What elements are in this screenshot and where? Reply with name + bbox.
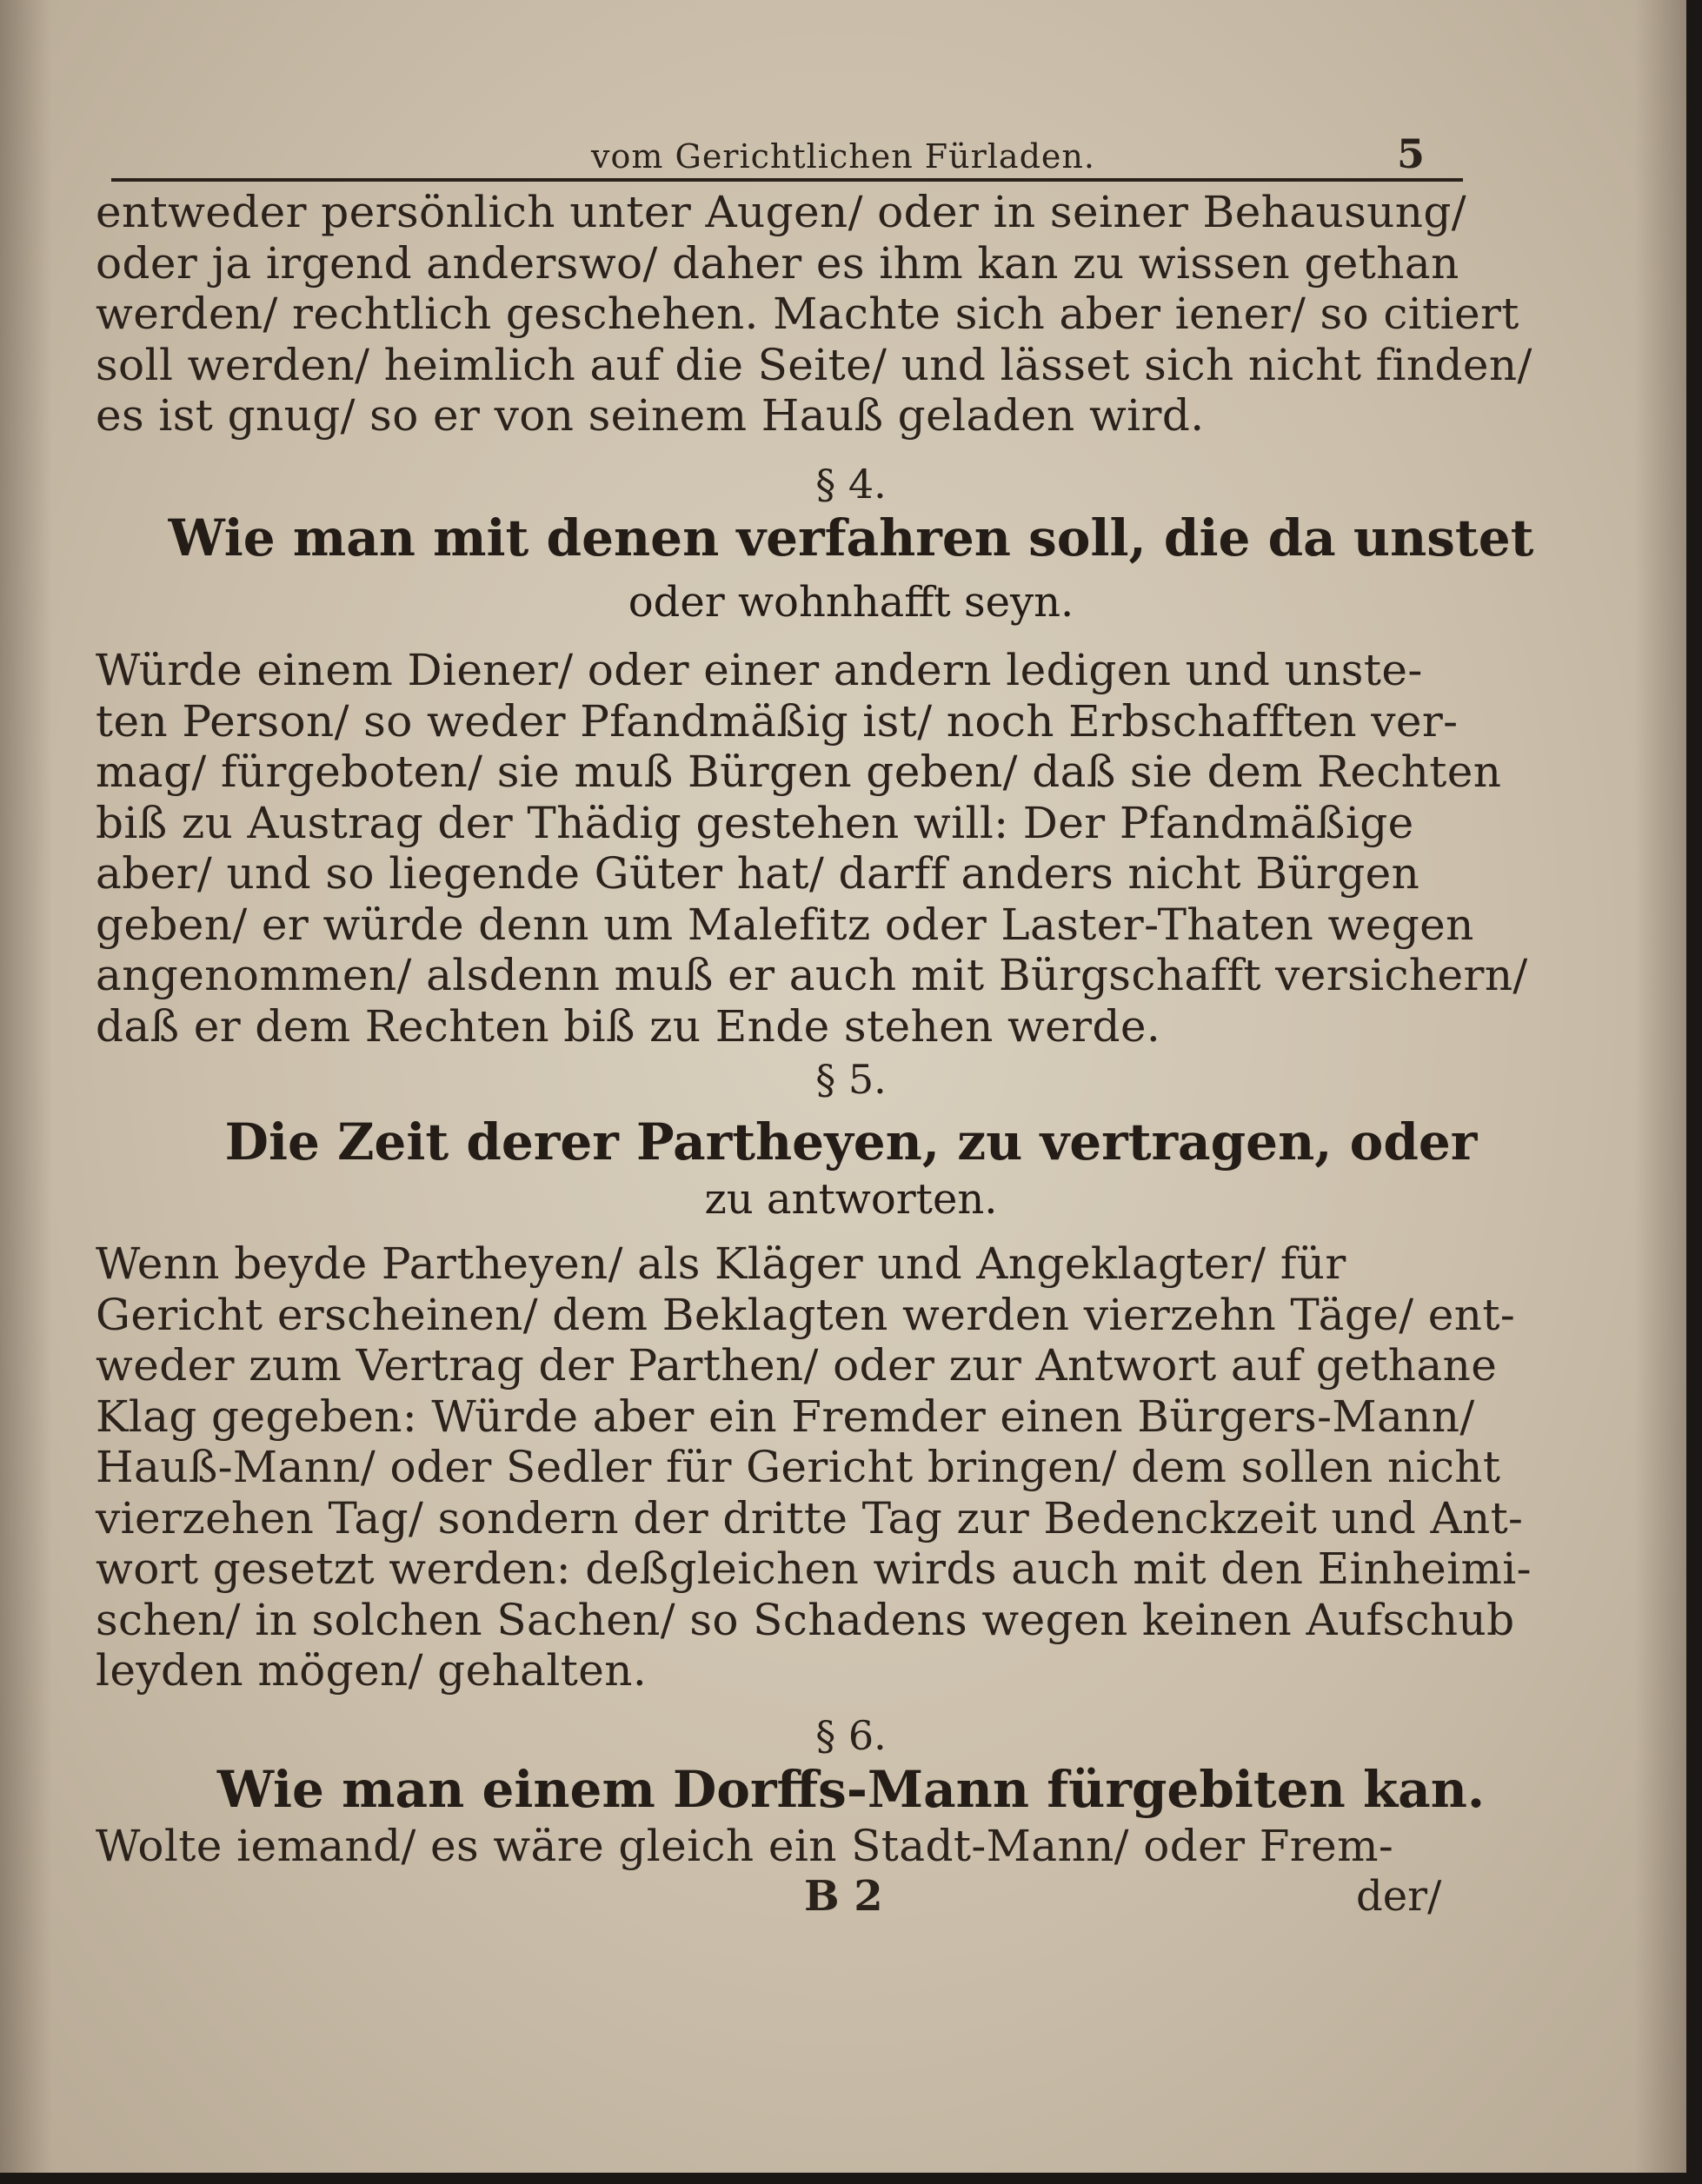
text-line: biß zu Austrag der Thädig gestehen will: Der Pfandmäßige	[96, 797, 1414, 848]
text-line: geben/ er würde denn um Malefitz oder Laster-Thaten wegen	[96, 899, 1474, 950]
section-heading: Wie man mit denen verfahren soll, die da unstet	[168, 508, 1534, 568]
text-line: oder ja irgend anderswo/ daher es ihm kan zu wissen gethan	[96, 237, 1459, 289]
section-paragraph	[96, 645, 1528, 1052]
signature-mark: B 2	[804, 1872, 883, 1921]
text-line: Wolte iemand/ es wäre gleich ein Stadt-Mann/ oder Frem-	[96, 1821, 1394, 1871]
text-line: Hauß-Mann/ oder Sedler für Gericht bringen/ dem sollen nicht	[96, 1442, 1501, 1492]
section-heading: Wie man einem Dorffs-Mann fürgebiten kan.	[216, 1760, 1486, 1819]
section-subheading: oder wohnhafft seyn.	[628, 578, 1074, 627]
text-line: Wenn beyde Partheyen/ als Kläger und Angeklagter/ für	[96, 1238, 1346, 1289]
text-line: aber/ und so liegende Güter hat/ darff anders nicht Bürgen	[96, 848, 1420, 899]
section-paragraph	[96, 1238, 1532, 1696]
text-line: Klag gegeben: Würde aber ein Fremder einen Bürgers-Mann/	[96, 1391, 1475, 1442]
text-line: wort gesetzt werden: deßgleichen wirds auch mit den Einheimi-	[96, 1543, 1532, 1594]
intro-paragraph	[96, 187, 1532, 441]
text-line: soll werden/ heimlich auf die Seite/ und lässet sich nicht finden/	[96, 339, 1532, 390]
text-line: ten Person/ so weder Pfandmäßig ist/ noch Erbschafften ver-	[96, 695, 1459, 747]
text-line: es ist gnug/ so er von seinem Hauß geladen wird.	[96, 390, 1205, 441]
text-line: werden/ rechtlich geschehen. Machte sich aber iener/ so citiert	[96, 289, 1519, 339]
page-number: 5	[1397, 130, 1426, 177]
section-number: § 6.	[815, 1712, 887, 1759]
text-line: mag/ fürgeboten/ sie muß Bürgen geben/ daß sie dem Rechten	[96, 747, 1502, 797]
section-heading: Die Zeit derer Partheyen, zu vertragen, oder	[224, 1112, 1478, 1172]
section-subheading: zu antworten.	[704, 1175, 998, 1224]
text-line: Gericht erscheinen/ dem Beklagten werden vierzehn Täge/ ent-	[96, 1289, 1516, 1340]
text-line: daß er dem Rechten biß zu Ende stehen werde.	[96, 1000, 1161, 1052]
section-number: § 4.	[815, 461, 887, 508]
section-number: § 5.	[815, 1056, 887, 1103]
text-line: weder zum Vertrag der Parthen/ oder zur Antwort auf gethane	[96, 1340, 1498, 1391]
text-line: vierzehen Tag/ sondern der dritte Tag zur Bedenckzeit und Ant-	[96, 1492, 1524, 1543]
text-line: Würde einem Diener/ oder einer andern ledigen und unste-	[96, 645, 1423, 695]
text-line: schen/ in solchen Sachen/ so Schadens wegen keinen Aufschub	[96, 1594, 1515, 1645]
text-line: angenommen/ alsdenn muß er auch mit Bürgschafft versichern/	[96, 950, 1528, 1000]
text-line: entweder persönlich unter Augen/ oder in seiner Behausung/	[96, 187, 1467, 237]
catchword: der/	[1356, 1872, 1442, 1921]
header-rule	[111, 178, 1463, 182]
text-line: leyden mögen/ gehalten.	[96, 1645, 648, 1696]
running-head: vom Gerichtlichen Fürladen.	[591, 137, 1095, 176]
section-paragraph	[96, 1821, 1465, 1872]
